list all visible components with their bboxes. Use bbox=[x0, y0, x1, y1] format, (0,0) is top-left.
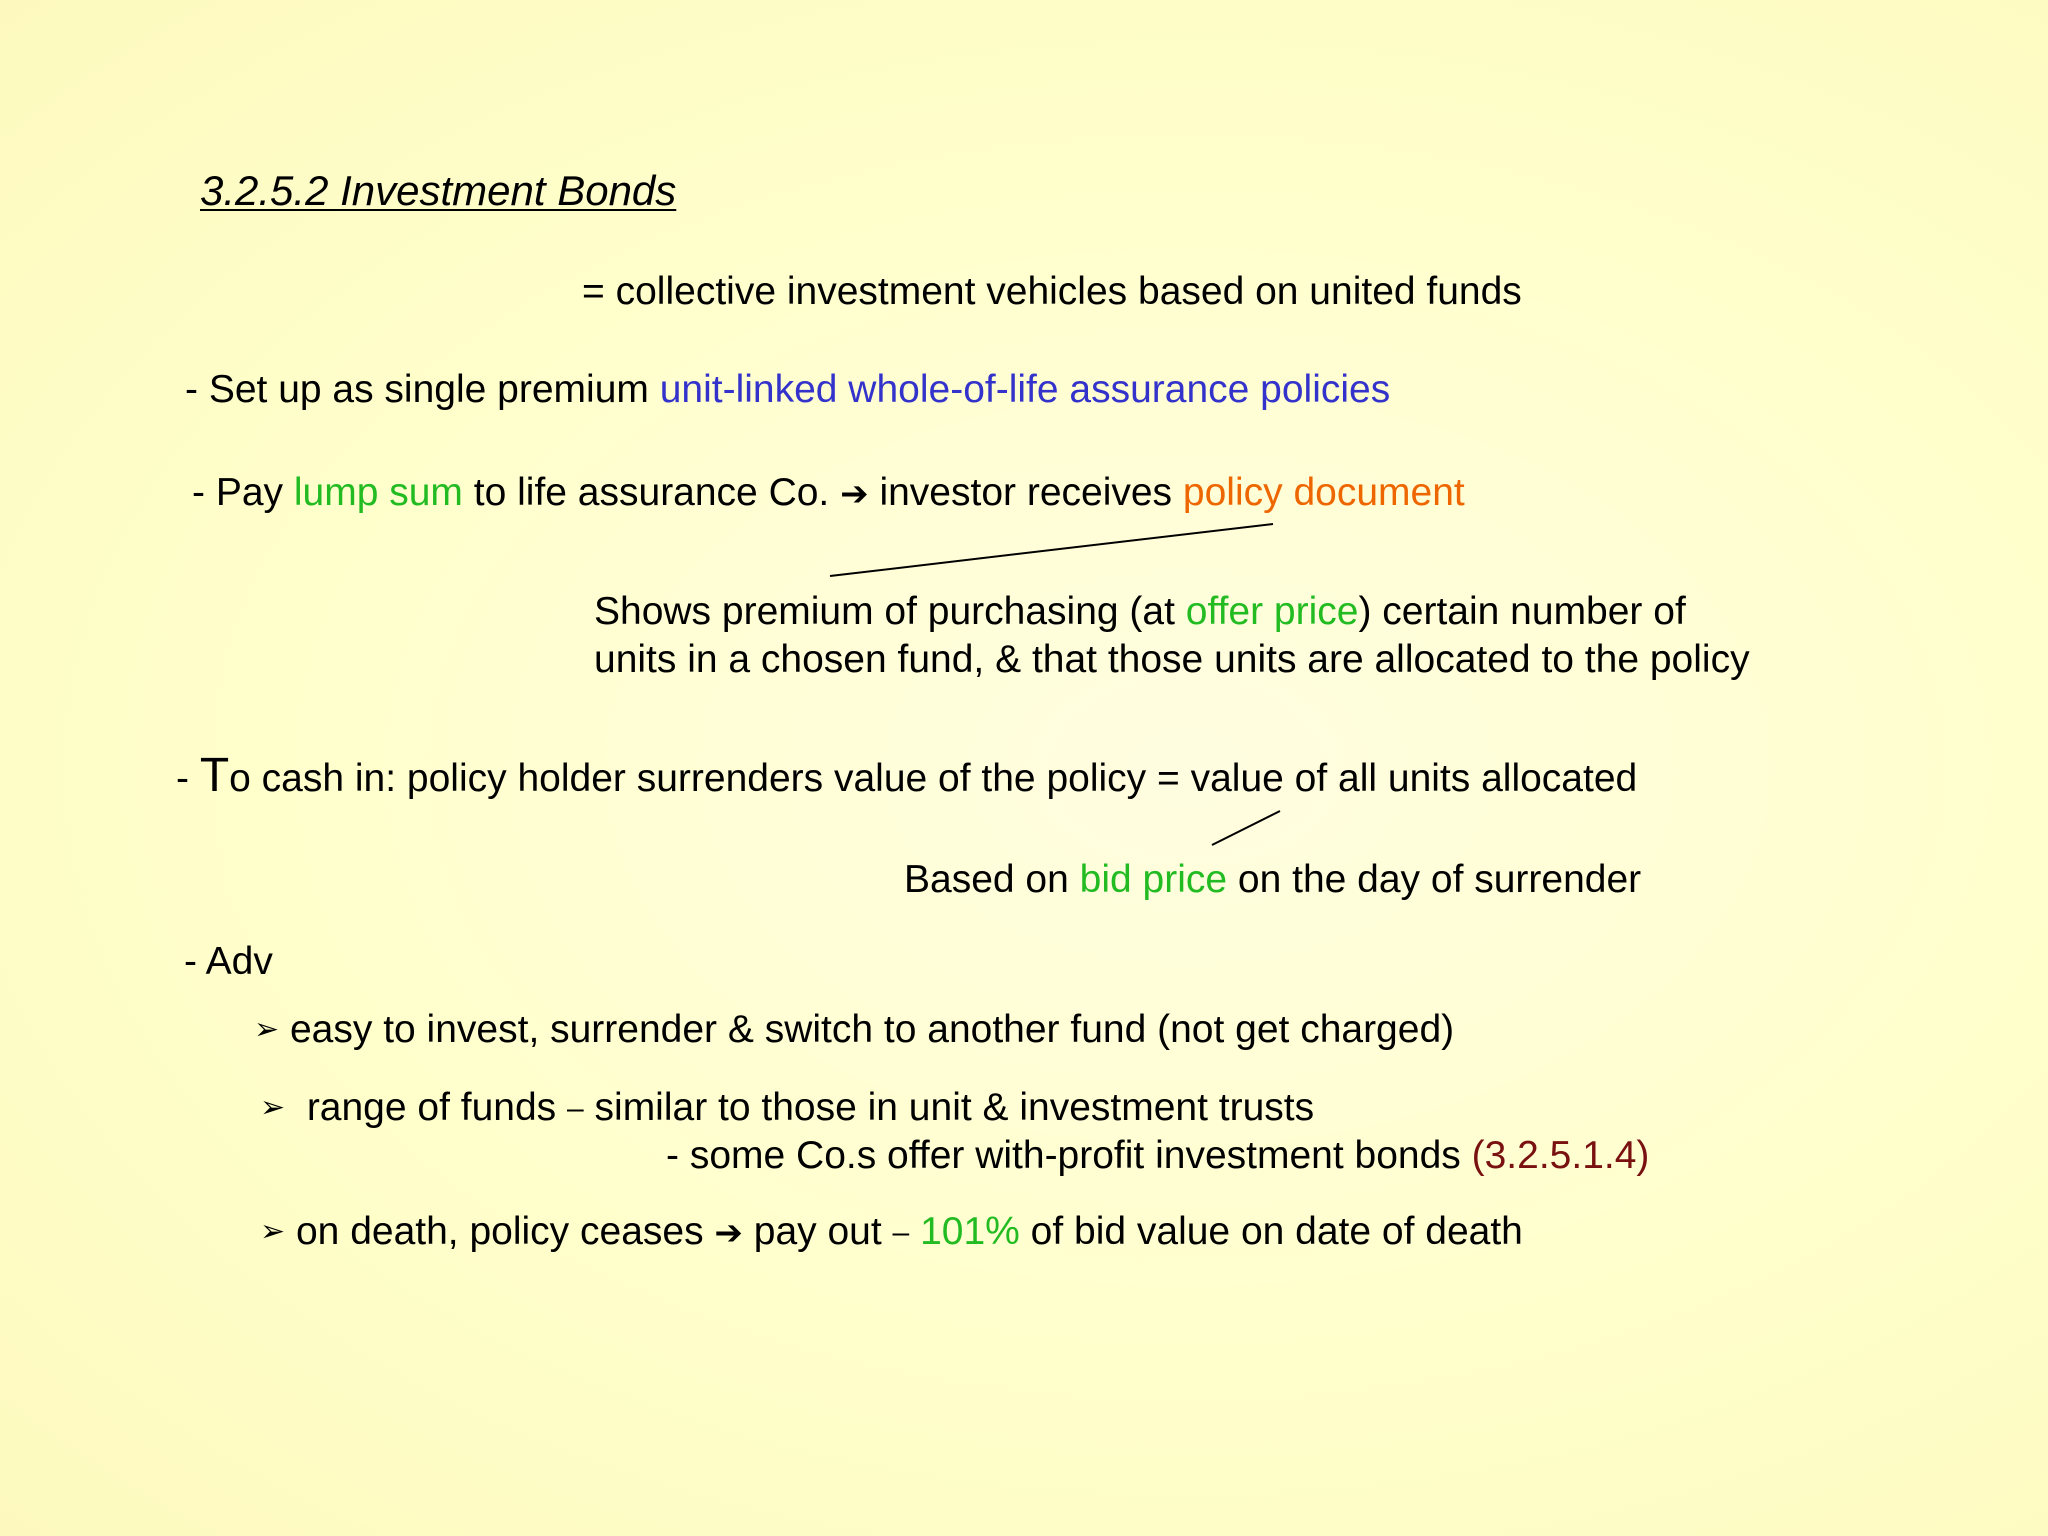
value-connector bbox=[1212, 811, 1280, 845]
offer-price-term: offer price bbox=[1185, 590, 1359, 633]
cash-in-capital-t: T bbox=[199, 749, 230, 802]
cash-in-prefix: - bbox=[176, 757, 200, 800]
lump-sum-term: lump sum bbox=[293, 471, 463, 514]
definition-line: = collective investment vehicles based on united funds bbox=[582, 270, 1522, 313]
setup-line bbox=[185, 366, 1390, 414]
setup-prefix: - Set up as single premium bbox=[185, 368, 660, 411]
pay-prefix: - Pay bbox=[192, 471, 294, 514]
cash-in-line bbox=[176, 749, 1638, 803]
adv-item-3-prefix: on death, policy ceases bbox=[295, 1210, 715, 1253]
adv-item-2 bbox=[260, 1084, 1314, 1133]
right-arrow-icon: ➔ bbox=[714, 1213, 743, 1253]
slide-title: 3.2.5.2 Investment Bonds bbox=[200, 167, 677, 214]
arrow-bullet-icon: ➢ bbox=[254, 1012, 280, 1047]
shows-suffix: ) certain number of bbox=[1358, 590, 1686, 633]
arrow-bullet-icon: ➢ bbox=[260, 1214, 286, 1249]
policy-document-connector bbox=[830, 524, 1273, 576]
based-on-suffix: on the day of surrender bbox=[1227, 858, 1642, 901]
policy-document-term: policy document bbox=[1182, 471, 1465, 514]
adv-heading: - Adv bbox=[184, 940, 273, 983]
bid-price-term: bid price bbox=[1079, 858, 1228, 901]
adv-item-1 bbox=[254, 1006, 1454, 1054]
adv-item-3-suffix: of bid value on date of death bbox=[1019, 1210, 1523, 1253]
section-reference: (3.2.5.1.4) bbox=[1471, 1134, 1650, 1177]
shows-prefix: Shows premium of purchasing (at bbox=[594, 590, 1186, 633]
adv-item-3 bbox=[260, 1208, 1523, 1257]
based-on-line bbox=[904, 856, 1641, 904]
adv-item-2-sub-text: - some Co.s offer with-profit investment bonds bbox=[666, 1134, 1472, 1177]
based-on-prefix: Based on bbox=[904, 858, 1080, 901]
adv-item-2-prefix: range of funds bbox=[306, 1086, 567, 1129]
arrow-bullet-icon: ➢ bbox=[260, 1090, 286, 1125]
shows-line-1 bbox=[594, 588, 1686, 636]
adv-item-3-middle: pay out bbox=[742, 1210, 893, 1253]
setup-highlight: unit-linked whole-of-life assurance policies bbox=[659, 368, 1391, 411]
payout-percent: 101% bbox=[920, 1210, 1020, 1253]
dash-separator: – bbox=[567, 1092, 584, 1125]
shows-line-2: units in a chosen fund, & that those units are allocated to the policy bbox=[594, 638, 1750, 681]
pay-middle: to life assurance Co. bbox=[462, 471, 841, 514]
right-arrow-icon: ➔ bbox=[840, 474, 869, 514]
pay-line bbox=[192, 469, 1465, 518]
adv-item-2-sub bbox=[666, 1132, 1649, 1180]
adv-item-1-text: easy to invest, surrender & switch to another fund (not get charged) bbox=[289, 1008, 1455, 1051]
cash-in-rest: o cash in: policy holder surrenders value of the policy = value of all units allocated bbox=[229, 757, 1638, 800]
adv-item-2-suffix: similar to those in unit & investment trusts bbox=[583, 1086, 1315, 1129]
dash-separator: – bbox=[892, 1216, 910, 1249]
pay-after-arrow: investor receives bbox=[868, 471, 1183, 514]
